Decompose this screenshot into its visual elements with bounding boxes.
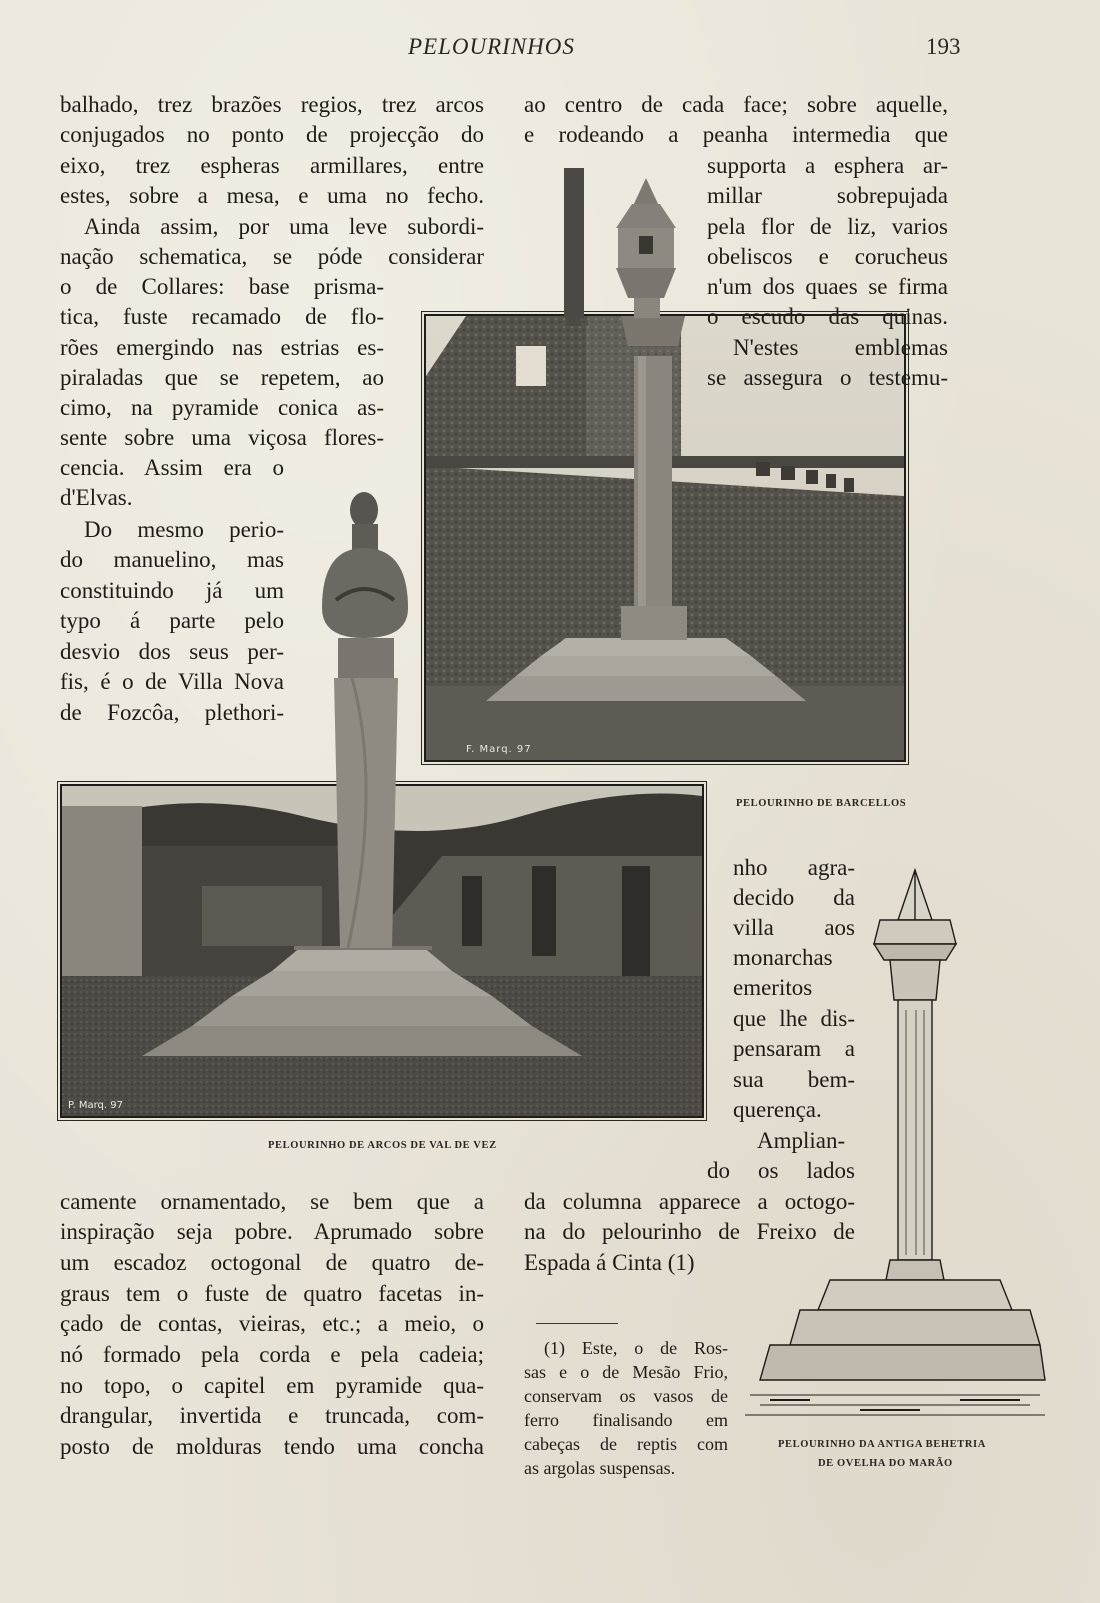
text-line: nho agra- xyxy=(733,855,855,880)
text-line: millar sobrepujada xyxy=(707,183,948,208)
text-line: decido da xyxy=(733,885,855,910)
footnote-line: ferro finalisando em xyxy=(524,1410,728,1430)
text-line: obeliscos e corucheus xyxy=(707,244,948,269)
text-line: supporta a esphera ar- xyxy=(707,153,948,178)
text-line: da columna apparece a octogo- xyxy=(524,1189,855,1214)
text-line: Amplian- xyxy=(757,1128,846,1153)
photo-signature-barcellos: F. Marq. 97 xyxy=(466,744,532,755)
text-line: N'estes emblemas xyxy=(733,335,948,360)
footnote-rule xyxy=(536,1323,618,1324)
text-line: fis, é o de Villa Nova xyxy=(60,669,284,694)
text-line: typo á parte pelo xyxy=(60,608,284,633)
footnote-line: conservam os vasos de xyxy=(524,1386,728,1406)
text-line: monarchas xyxy=(733,945,833,970)
text-line: de Fozcôa, plethori- xyxy=(60,700,284,725)
text-line: na do pelourinho de Freixo de xyxy=(524,1219,855,1244)
caption-ovelha-line-1: PELOURINHO DA ANTIGA BEHETRIA xyxy=(778,1439,986,1450)
text-line: n'um dos quaes se firma xyxy=(707,274,948,299)
caption-ovelha-line-2: DE OVELHA DO MARÃO xyxy=(818,1458,953,1469)
text-line: cencia. Assim era o xyxy=(60,455,284,480)
text-line: no topo, o capitel em pyramide qua- xyxy=(60,1373,484,1398)
text-line: conjugados no ponto de projecção do xyxy=(60,122,484,147)
text-line: sua bem- xyxy=(733,1067,855,1092)
page-number: 193 xyxy=(926,34,961,59)
text-line: inspiração seja pobre. Aprumado sobre xyxy=(60,1219,484,1244)
text-line: cimo, na pyramide conica as- xyxy=(60,395,384,420)
text-line: nação schematica, se póde considerar xyxy=(60,244,484,269)
text-line: pela flor de liz, varios xyxy=(707,214,948,239)
text-line: posto de molduras tendo uma concha xyxy=(60,1434,484,1459)
barcellos-pelourinho-lantern-illustration xyxy=(560,168,690,318)
text-line: balhado, trez brazões regios, trez arcos xyxy=(60,92,484,117)
text-line: rões emergindo nas estrias es- xyxy=(60,335,384,360)
footnote-line: sas e o de Mesão Frio, xyxy=(524,1362,728,1382)
caption-arcos-de-val-de-vez: PELOURINHO DE ARCOS DE VAL DE VEZ xyxy=(268,1140,497,1151)
text-line: desvio dos seus per- xyxy=(60,639,284,664)
text-line: camente ornamentado, se bem que a xyxy=(60,1189,484,1214)
text-line: çado de contas, vieiras, etc.; a meio, o xyxy=(60,1311,484,1336)
text-line: constituindo já um xyxy=(60,578,284,603)
text-line: ao centro de cada face; sobre aquelle, xyxy=(524,92,948,117)
footnote-line: cabeças de reptis com xyxy=(524,1434,728,1454)
text-line: estes, sobre a mesa, e uma no fecho. xyxy=(60,183,484,208)
text-line: tica, fuste recamado de flo- xyxy=(60,304,384,329)
text-line: Espada á Cinta (1) xyxy=(524,1250,695,1275)
text-line: do os lados xyxy=(707,1158,855,1183)
text-line: graus tem o fuste de quatro facetas in- xyxy=(60,1281,484,1306)
text-line: Do mesmo perio- xyxy=(84,517,284,542)
text-line: pensaram a xyxy=(733,1036,855,1061)
running-title: PELOURINHOS xyxy=(408,34,575,59)
arcos-pelourinho-pillar-illustration xyxy=(312,488,422,948)
caption-barcellos: PELOURINHO DE BARCELLOS xyxy=(736,798,907,809)
text-line: que lhe dis- xyxy=(733,1006,855,1031)
text-line: eixo, trez espheras armillares, entre xyxy=(60,153,484,178)
text-line: sente sobre uma viçosa flores- xyxy=(60,425,384,450)
text-line: o escudo das quinas. xyxy=(707,304,948,329)
text-line: nó formado pela corda e pela cadeia; xyxy=(60,1342,484,1367)
text-line: se assegura o testemu- xyxy=(707,365,948,390)
text-line: Ainda assim, por uma leve subordi- xyxy=(84,214,484,239)
photo-signature-arcos: P. Marq. 97 xyxy=(68,1100,123,1111)
text-line: um escadoz octogonal de quatro de- xyxy=(60,1250,484,1275)
text-line: piraladas que se repetem, ao xyxy=(60,365,384,390)
text-line: querença. xyxy=(733,1097,822,1122)
footnote-line: as argolas suspensas. xyxy=(524,1458,676,1478)
text-line: o de Collares: base prisma- xyxy=(60,274,384,299)
text-line: drangular, invertida e truncada, com- xyxy=(60,1403,484,1428)
text-line: do manuelino, mas xyxy=(60,547,284,572)
text-line: d'Elvas. xyxy=(60,485,133,510)
footnote-line: (1) Este, o de Ros- xyxy=(544,1338,728,1358)
text-line: villa aos xyxy=(733,915,855,940)
text-line: emeritos xyxy=(733,975,813,1000)
text-line: e rodeando a peanha intermedia que xyxy=(524,122,948,147)
